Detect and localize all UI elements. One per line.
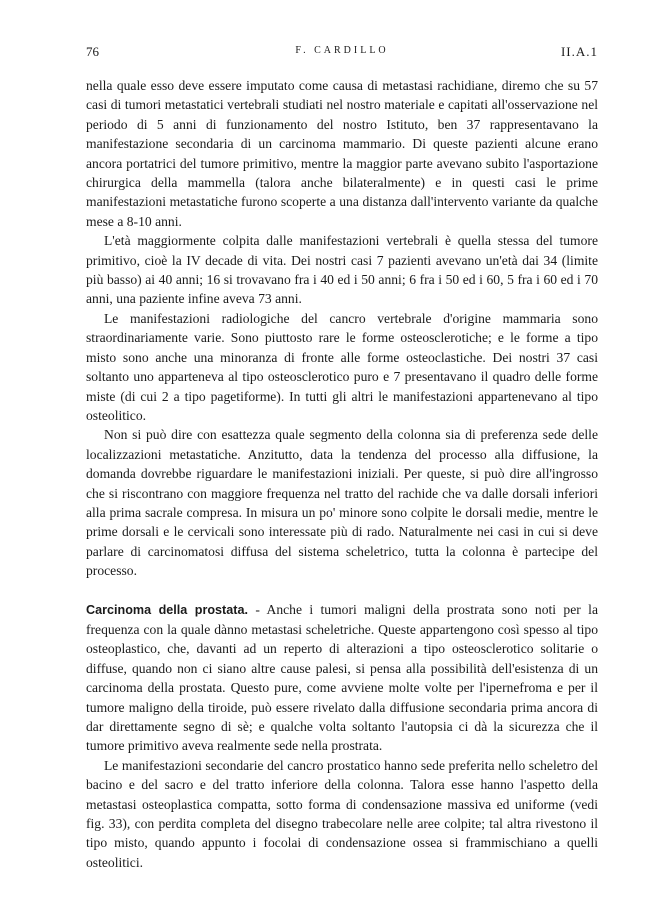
body-text [86,76,598,872]
section-heading-prostate: Carcinoma della prostata. [86,602,248,617]
paragraph-prostate-manifestations: Le manifestazioni secondarie del cancro prostatico hanno sede preferita nello scheletro del bacino e del sacro e del tratto inferiore della colonna. Talora esse hanno l'aspetto della metastasi osteoplastica compatta, sotto forma di condensazione massiva ed uniforme (vedi fig. 33), con perdita completa del disegno trabecolare nelle aree colpite; tal altra rivestono il tipo misto, quando appunto i focolai di condensazione ossea si frammischiano a quelli osteolitici. [86,757,598,870]
paragraph-continuation: nella quale esso deve essere imputato come causa di metastasi rachidiane, diremo che su 57 casi di tumori metastatici vertebrali studiati nel nostro materiale e capitati all'osservazione nel periodo di 5 anni di funzionamento del nostro Istituto, ben 37 rappresentavano la manifestazione secondaria di un carcinoma mammario. Di queste pazienti alcune erano ancora portatrici del tumore primitivo, mentre la maggior parte avevano subito l'asportazione chirurgica della mammella (talora anche bilateralmente) e in questi casi le prime manifestazioni metastatiche furono scoperte a una distanza dall'intervento variante da qualche mese a 8-10 anni. [86,78,598,229]
running-head-author: F. CARDILLO [295,45,389,56]
paragraph-prostate [86,600,598,756]
running-head [86,44,598,64]
paragraph-localization: Non si può dire con esattezza quale segmento della colonna sia di preferenza sede delle localizzazioni metastatiche. Anzitutto, data la tendenza del processo alla diffusione, la domanda dovrebbe riguardare le manifestazioni iniziali. Per queste, si può dire all'ingrosso che si riscontrano con maggiore frequenza nel tratto del rachide che va dalle dorsali inferiori alla prima sacrale compresa. In misura un po' minore sono colpite le dorsali medie, mentre le prime dorsali e le cervicali sono interessate più di rado. Naturalmente nei casi in cui si deve parlare di carcinomatosi diffusa del sistema scheletrico, tutta la colonna è partecipe del processo. [86,427,598,579]
paragraph-age: L'età maggiormente colpita dalle manifestazioni vertebrali è quella stessa del tumore primitivo, cioè la IV decade di vita. Dei nostri casi 7 pazienti avevano un'età dai 34 (limite più basso) ai 40 anni; 16 si trovavano fra i 40 ed i 50 anni; 6 fra i 50 ed i 60, 5 fra i 60 ed i 70 anni, una paziente infine aveva 73 anni. [86,233,598,307]
running-head-section: II.A.1 [560,44,598,59]
page-number: 76 [86,44,99,59]
paragraph-prostate-text: - Anche i tumori maligni della prostrata sono noti per la frequenza con la quale dànno metastasi scheletriche. Queste appartengono così spesso al tipo osteoplastico, che, davanti ad un reperto di alterazioni a tipo osteosclerotico solitarie o diffuse, quando non ci siano altre cause palesi, si pensa alla possibilità dell'esistenza di un carcinoma della prostata. Questo pure, come avviene molte volte per l'ipernefroma e per il tumore maligno della tiroide, può essere rivelato dalla diffusione secondaria prima ancora di dar direttamente segno di sè; e qualche volta soltanto l'autopsia ci dà la sicurezza che il tumore primitivo aveva realmente sede nella prostrata. [86,601,598,754]
paragraph-radiology: Le manifestazioni radiologiche del cancro vertebrale d'origine mammaria sono straordinariamente varie. Sono piuttosto rare le forme osteosclerotiche; e le forme a tipo misto sono anche una minoranza di fronte alle forme osteoclastiche. Dei nostri 37 casi soltanto uno apparteneva al tipo osteosclerotico puro e 7 presentavano il quadro delle forme miste (di cui 2 a tipo pagetiforme). In tutti gli altri le manifestazioni appartenevano al tipo osteolitico. [86,310,598,423]
